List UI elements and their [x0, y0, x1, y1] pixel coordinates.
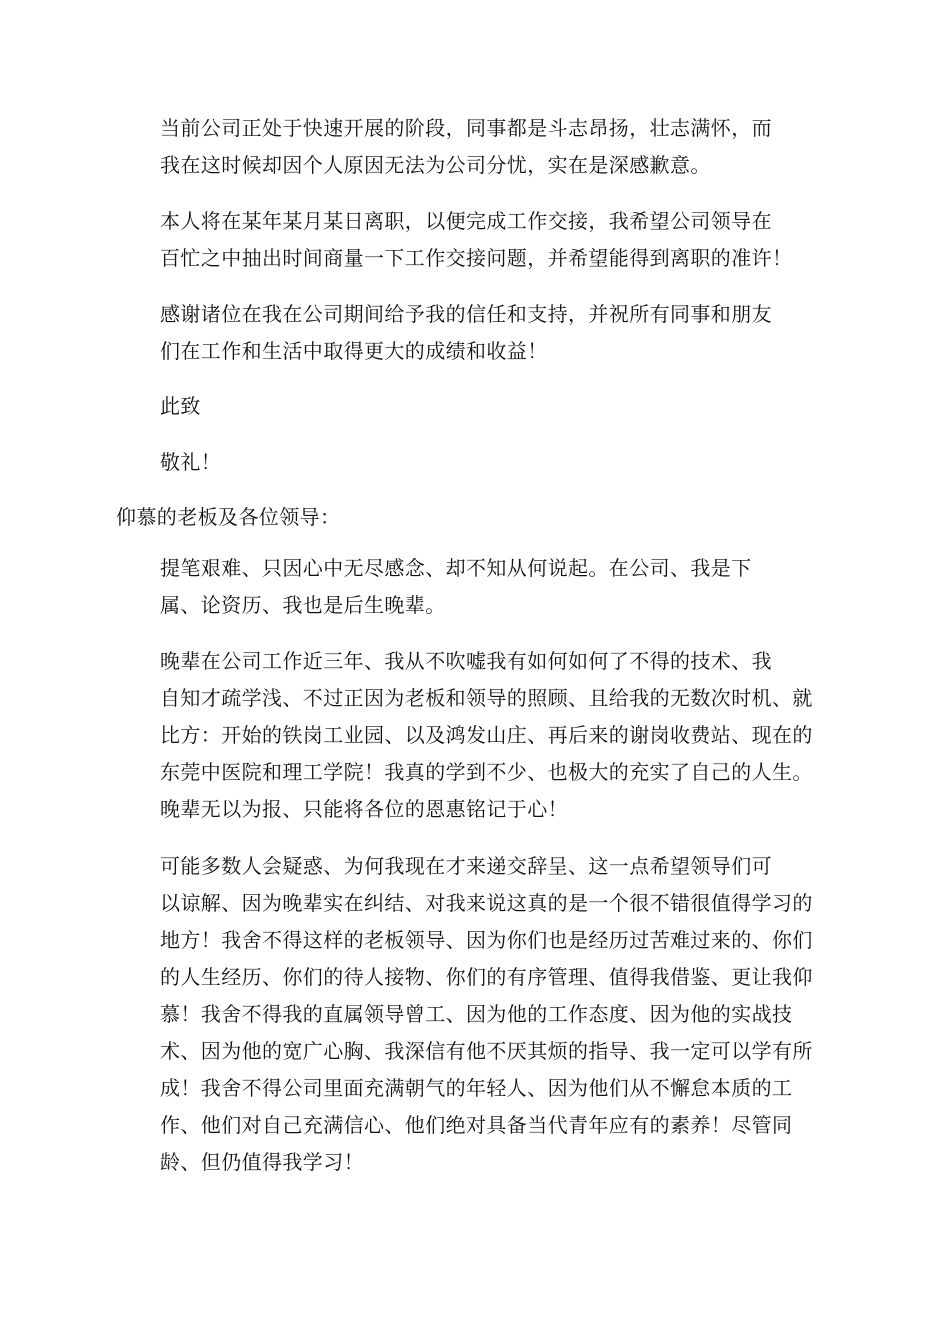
paragraph-line: 慕！我舍不得我的直属领导曾工、因为他的工作态度、因为他的实战技: [160, 1002, 793, 1026]
paragraph-line: 地方！我舍不得这样的老板领导、因为你们也是经历过苦难过来的、你们: [160, 928, 813, 952]
paragraph-line: 百忙之中抽出时间商量一下工作交接问题，并希望能得到离职的准许！: [160, 246, 793, 270]
paragraph-line: 的人生经历、你们的待人接物、你们的有序管理、值得我借鉴、更让我仰: [160, 965, 813, 989]
paragraph-line: 们在工作和生活中取得更大的成绩和收益！: [160, 339, 548, 363]
paragraph-2: [116, 203, 834, 277]
letter-greeting: [116, 499, 834, 536]
closing-salutation: [116, 388, 834, 425]
paragraph-line: 自知才疏学浅、不过正因为老板和领导的照顾、且给我的无数次时机、就: [160, 686, 813, 710]
paragraph-line: 提笔艰难、只因心中无尽感念、却不知从何说起。在公司、我是下: [160, 556, 752, 580]
paragraph-line: 龄、但仍值得我学习！: [160, 1150, 364, 1174]
paragraph-line: 本人将在某年某月某日离职，以便完成工作交接，我希望公司领导在: [160, 209, 772, 233]
paragraph-line: 成！我舍不得公司里面充满朝气的年轻人、因为他们从不懈怠本质的工: [160, 1076, 793, 1100]
paragraph-line: 此致: [160, 394, 201, 418]
paragraph-line: 东莞中医院和理工学院！我真的学到不少、也极大的充实了自己的人生。: [160, 760, 813, 784]
paragraph-line: 仰慕的老板及各位领导：: [116, 505, 341, 529]
paragraph-4: [116, 550, 834, 624]
paragraph-line: 术、因为他的宽广心胸、我深信有他不厌其烦的指导、我一定可以学有所: [160, 1039, 813, 1063]
paragraph-line: 作、他们对自己充满信心、他们绝对具备当代青年应有的素养！尽管同: [160, 1113, 793, 1137]
paragraph-line: 我在这时候却因个人原因无法为公司分忧，实在是深感歉意。: [160, 153, 711, 177]
paragraph-line: 晚辈在公司工作近三年、我从不吹嘘我有如何如何了不得的技术、我: [160, 649, 772, 673]
paragraph-1: [116, 110, 834, 184]
paragraph-line: 感谢诸位在我在公司期间给予我的信任和支持，并祝所有同事和朋友: [160, 302, 772, 326]
paragraph-6: [116, 848, 834, 1181]
paragraph-line: 敬礼！: [160, 450, 222, 474]
paragraph-line: 晚辈无以为报、只能将各位的恩惠铭记于心！: [160, 797, 568, 821]
paragraph-line: 属、论资历、我也是后生晚辈。: [160, 593, 446, 617]
paragraph-line: 以谅解、因为晚辈实在纠结、对我来说这真的是一个很不错很值得学习的: [160, 891, 813, 915]
paragraph-3: [116, 296, 834, 370]
paragraph-5: [116, 643, 834, 828]
closing-regards: [116, 444, 834, 481]
paragraph-line: 当前公司正处于快速开展的阶段，同事都是斗志昂扬，壮志满怀，而: [160, 116, 772, 140]
paragraph-line: 可能多数人会疑惑、为何我现在才来递交辞呈、这一点希望领导们可: [160, 854, 772, 878]
paragraph-line: 比方：开始的铁岗工业园、以及鸿发山庄、再后来的谢岗收费站、现在的: [160, 723, 813, 747]
